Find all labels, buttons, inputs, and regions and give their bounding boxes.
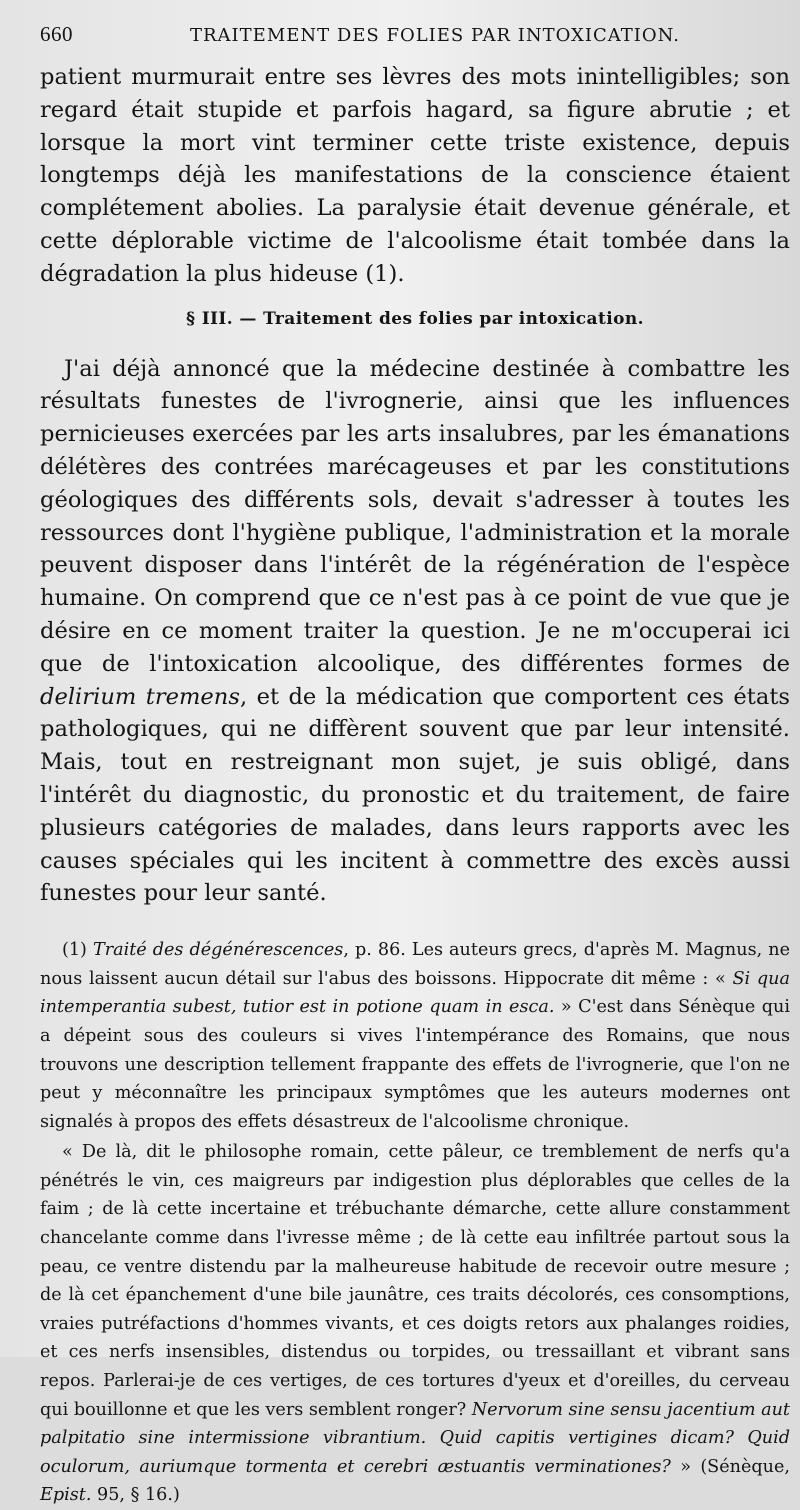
footnote-marker: (1) [62,940,93,961]
footnote-2 [40,1138,790,1510]
page-number: 660 [40,22,73,46]
section-heading: § III. — Traitement des folies par intoxication. [186,308,644,329]
footnote-1 [40,936,790,1136]
footnotes [40,936,790,1510]
main-paragraph-part2: , et de la médication que comportent ces états pathologiques, qui ne diffèrent souvent que par leur intensité. Mais, tout en restreignant mon sujet, je suis obligé, dans l'intérêt du diagnostic, du pronostic et du traitement, de faire plusieurs catégories de malades, dans leurs rapports avec les causes spéciales qui les incitent à commettre des excès aussi funestes pour leur santé. [40,683,790,907]
footnote-1-quote: Si qua intemperantia subest, tutior est in potione quam in esca. [40,968,790,1018]
footnote-2-part1: « De là, dit le philosophe romain, cette pâleur, ce tremblement de nerfs qu'a pénétrés le vin, ces maigreurs par indigestion plus déplorables que celles de la faim ; de là cette incertaine et trébuchante démarche, cette allure constamment chancelante comme dans l'ivresse même ; de là cette eau infiltrée partout sous la peau, ce ventre distendu par la malheureuse habitude de recevoir outre mesure ; de là cet épanchement d'une bile jaunâtre, ces traits décolorés, ces consomptions, vraies putréfactions d'hommes vivants, et ces doigts retors aux phalanges roidies, et ces nerfs insensibles, distendus ou torpides, ou tressaillant et vibrant sans repos. Parlerai-je de ces vertiges, de ces tortures d'yeux et d'oreilles, du cerveau qui bouillonne et que les vers semblent ronger? [40,1142,790,1420]
footnote-1-part2: » C'est dans Sénèque qui a dépeint sous des couleurs si vives l'intempérance des Romains, que nous trouvons une description tellement frappante des effets de l'ivrognerie, que l'on ne peut y méconnaître les principaux symptômes que les auteurs modernes ont signalés à propos des effets désastreux de l'alcoolisme chronique. [40,997,790,1132]
main-paragraph [40,353,790,911]
running-head: TRAITEMENT DES FOLIES PAR INTOXICATION. [190,25,680,46]
footnote-2-part3: 95, § 16.) [91,1485,180,1506]
footnote-2-latin: Nervorum sine sensu jacentium aut palpitatio sine intermissione vibrantium. Quid capitis vertigines dicam? Quid oculorum, auriumque tormenta et cerebri æstuantis verminationes? [40,1399,791,1477]
continuation-paragraph: patient murmurait entre ses lèvres des mots inintelligibles; son regard était stupide et parfois hagard, sa figure abrutie ; et lorsque la mort vint terminer cette triste existence, depuis longtemps déjà les manifestations de la conscience étaient complétement abolies. La paralysie était devenue générale, et cette déplorable victime de l'alcoolisme était tombée dans la dégradation la plus hideuse (1). [40,64,790,287]
footnote-2-cite: Epist. [40,1485,92,1506]
footnote-2-part2: » (Sénèque, [670,1456,790,1477]
main-paragraph-italic: delirium tremens [40,683,240,710]
footnote-1-part1: , p. 86. Les auteurs grecs, d'après M. Magnus, ne nous laissent aucun détail sur l'abus des boissons. Hippocrate dit même : « [40,940,791,989]
page-header [40,22,790,47]
main-paragraph-part1: J'ai déjà annoncé que la médecine destinée à combattre les résultats funestes de l'ivrognerie, ainsi que les influences pernicieuses exercées par les arts insalubres, par les émanations délétères des contrées marécageuses et par les constitutions géologiques des différents sols, devait s'adresser à toutes les ressources dont l'hygiène publique, l'administration et la morale peuvent disposer dans l'intérêt de la régénération de l'espèce humaine. On comprend que ce n'est pas à ce point de vue que je désire en ce moment traiter la question. Je ne m'occuperai ici que de l'intoxication alcoolique, des différentes formes de [40,355,790,677]
body-text [40,61,790,910]
footnote-1-title: Traité des dégénérescences [92,940,344,961]
